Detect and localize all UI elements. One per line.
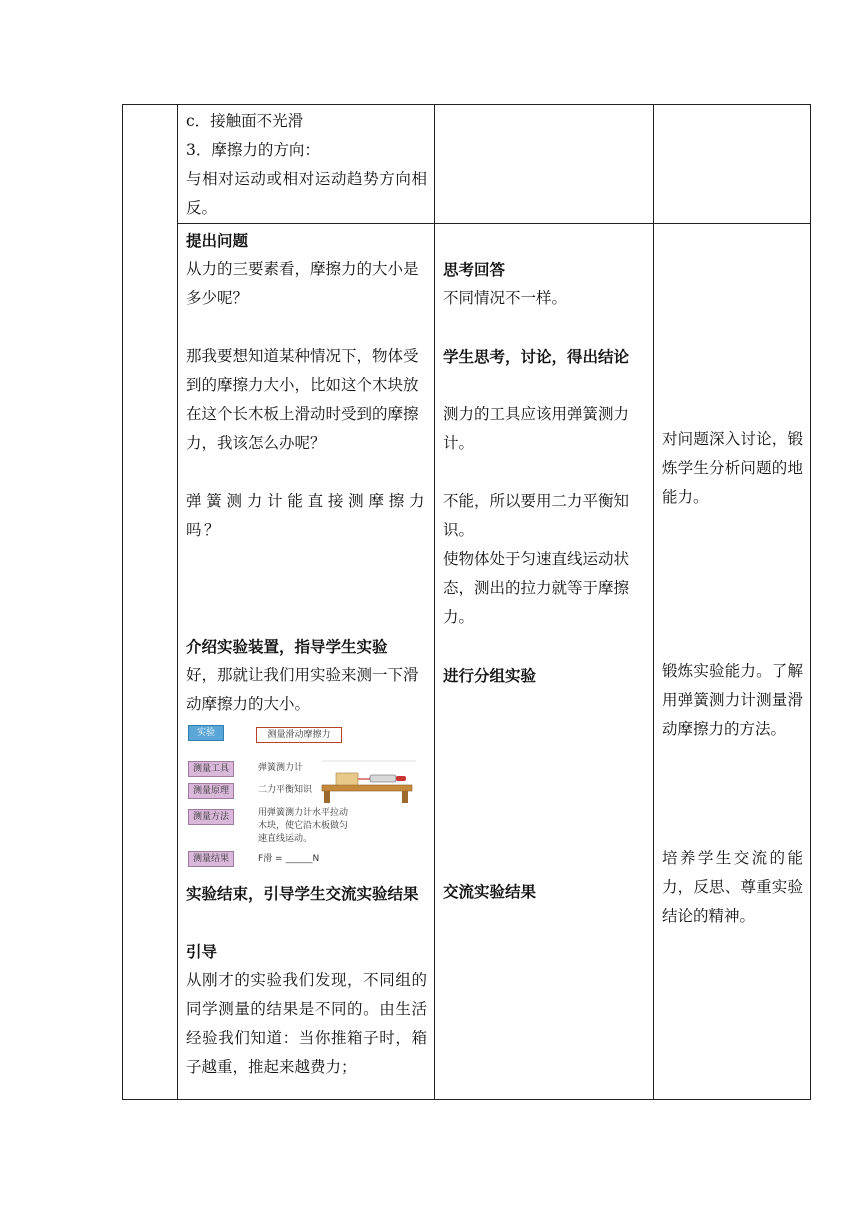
table-row bbox=[123, 105, 811, 224]
intro-text: 好，那就让我们用实验来测一下滑动摩擦力的大小。 bbox=[186, 666, 419, 713]
section-heading: 交流实验结果 bbox=[443, 882, 537, 901]
intent-text: 对问题深入讨论，锻炼学生分析问题的地能力。 bbox=[662, 430, 803, 506]
method-line: 速直线运动。 bbox=[258, 834, 313, 844]
student-activity-cell bbox=[435, 105, 654, 224]
stage-cell bbox=[123, 105, 178, 1100]
text-line: c．接触面不光滑 bbox=[186, 112, 304, 130]
principle-tag: 测量原理 bbox=[188, 783, 234, 799]
answer-text: 不能，所以要用二力平衡知识。 bbox=[443, 492, 630, 539]
guide-text: 从刚才的实验我们发现，不同组的同学测量的结果是不同的。由生活经验我们知道：当你推箱子时，箱子越重，推起来越费力； bbox=[186, 971, 427, 1076]
experiment-tag: 实验 bbox=[188, 725, 224, 741]
figure-title: 测量滑动摩擦力 bbox=[256, 727, 342, 743]
text-line: 3．摩擦力的方向： bbox=[186, 141, 320, 159]
intent-text: 锻炼实验能力。了解用弹簧测力计测量滑动摩擦力的方法。 bbox=[662, 662, 803, 738]
section-heading: 学生思考，讨论，得出结论 bbox=[443, 347, 630, 366]
table-row bbox=[123, 224, 811, 1100]
tool-text: 弹簧测力计 bbox=[258, 763, 304, 773]
result-tag: 测量结果 bbox=[188, 851, 234, 867]
section-heading: 提出问题 bbox=[186, 231, 249, 250]
section-heading: 进行分组实验 bbox=[443, 666, 537, 685]
section-heading: 实验结束，引导学生交流实验结果 bbox=[186, 884, 419, 903]
result-text: F滑 = ______N bbox=[258, 854, 320, 864]
method-line: 用弹簧测力计水平拉动 bbox=[258, 808, 349, 818]
principle-text: 二力平衡知识 bbox=[258, 785, 313, 795]
lesson-plan-table bbox=[122, 104, 811, 1100]
answer-text: 测力的工具应该用弹簧测力计。 bbox=[443, 405, 630, 452]
apparatus-illustration bbox=[320, 759, 418, 803]
teacher-activity-cell bbox=[178, 105, 435, 224]
student-activity-cell bbox=[435, 224, 654, 1100]
section-heading: 思考回答 bbox=[443, 260, 506, 279]
section-heading: 引导 bbox=[186, 942, 218, 961]
method-line: 木块，使它沿木板做匀 bbox=[258, 821, 349, 831]
section-heading: 介绍实验装置，指导学生实验 bbox=[186, 637, 388, 656]
design-intent-cell bbox=[654, 105, 811, 224]
question-text: 从力的三要素看，摩擦力的大小是多少呢？ bbox=[186, 260, 419, 307]
question-text: 弹簧测力计能直接测摩擦力吗？ bbox=[186, 492, 427, 539]
question-text: 那我要想知道某种情况下，物体受到的摩擦力大小，比如这个木块放在这个长木板上滑动时受到的摩擦力，我该怎么办呢？ bbox=[186, 347, 419, 452]
text-line: 与相对运动或相对运动趋势方向相反。 bbox=[186, 170, 427, 217]
answer-text: 不同情况不一样。 bbox=[443, 289, 568, 307]
teacher-activity-cell bbox=[178, 224, 435, 1100]
method-tag: 测量方法 bbox=[188, 809, 234, 825]
experiment-figure bbox=[188, 725, 420, 875]
design-intent-cell bbox=[654, 224, 811, 1100]
intent-text: 培养学生交流的能力，反思、尊重实验结论的精神。 bbox=[662, 849, 803, 925]
answer-text: 使物体处于匀速直线运动状态，测出的拉力就等于摩擦力。 bbox=[443, 550, 630, 626]
tool-tag: 测量工具 bbox=[188, 761, 234, 777]
